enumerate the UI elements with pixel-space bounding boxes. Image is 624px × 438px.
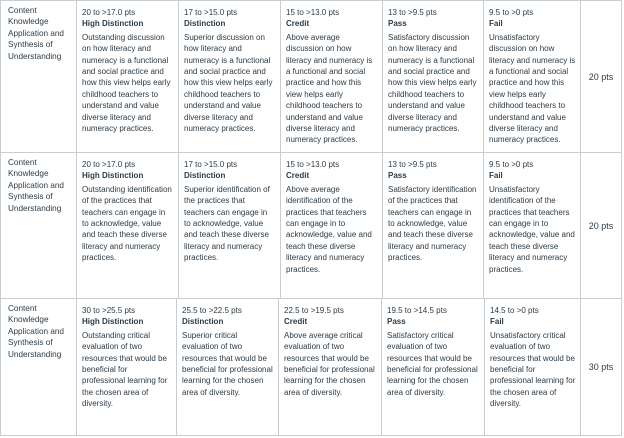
rating-distinction[interactable] — [177, 299, 279, 435]
rating-points-range: 19.5 to >14.5 pts — [387, 306, 447, 315]
rating-fail[interactable] — [484, 1, 581, 152]
rating-credit[interactable] — [279, 299, 382, 435]
rating-title: Fail — [489, 171, 503, 181]
rating-high-distinction[interactable] — [77, 299, 177, 435]
rating-points-range: 13 to >9.5 pts — [388, 8, 437, 17]
rating-points-range: 9.5 to >0 pts — [489, 160, 534, 169]
rating-title: High Distinction — [82, 317, 144, 327]
criterion-description: Content Knowledge Application and Synthesis of Understanding — [1, 153, 77, 298]
rating-credit[interactable] — [281, 1, 383, 152]
rubric-row — [1, 1, 621, 153]
rating-points-range: 15 to >13.0 pts — [286, 160, 340, 169]
rating-fail[interactable] — [484, 153, 581, 298]
rating-title: Pass — [388, 171, 407, 181]
rating-points-range: 20 to >17.0 pts — [82, 160, 136, 169]
rating-distinction[interactable] — [179, 153, 281, 298]
rating-description: Satisfactory critical evaluation of two resources that would be beneficial for professional learning for the chosen area of diversity. — [387, 330, 478, 397]
rating-description: Above average discussion on how literacy and numeracy is a functional and social practice and how this view helps early childhood teachers to understand and value diverse literacy and numeracy practices. — [286, 32, 373, 145]
rating-description: Unsatisfactory critical evaluation of two resources that would be beneficial for professional learning for the chosen area of diversity. — [490, 330, 576, 409]
rating-high-distinction[interactable] — [77, 153, 179, 298]
rating-description: Superior discussion on how literacy and numeracy is a functional and social practice and how this view helps early childhood teachers to understand and value diverse literacy and numeracy practices. — [184, 32, 273, 134]
rating-title: Distinction — [182, 317, 224, 327]
criterion-points: 30 pts — [588, 362, 614, 372]
rating-points-range: 15 to >13.0 pts — [286, 8, 340, 17]
rating-title: Fail — [489, 19, 503, 29]
rating-points-range: 25.5 to >22.5 pts — [182, 306, 242, 315]
rating-description: Satisfactory identification of the practices that teachers can engage in to acknowledge, value and teach these diverse literacy and numeracy practices. — [388, 184, 477, 263]
rating-title: Distinction — [184, 171, 226, 181]
rating-credit[interactable] — [281, 153, 383, 298]
rating-description: Superior identification of the practices that teachers can engage in to acknowledge, value and teach these diverse literacy and numeracy practices. — [184, 184, 270, 263]
rating-title: Credit — [286, 19, 310, 29]
rating-description: Outstanding identification of the practices that teachers can engage in to acknowledge, value and teach these diverse literacy and numeracy practices. — [82, 184, 172, 263]
rating-points-range: 17 to >15.0 pts — [184, 160, 238, 169]
rating-points-range: 13 to >9.5 pts — [388, 160, 437, 169]
rating-title: Distinction — [184, 19, 226, 29]
rubric-row — [1, 153, 621, 299]
rating-pass[interactable] — [383, 153, 484, 298]
rating-title: High Distinction — [82, 171, 144, 181]
rating-points-range: 20 to >17.0 pts — [82, 8, 136, 17]
rating-pass[interactable] — [383, 1, 484, 152]
rating-high-distinction[interactable] — [77, 1, 179, 152]
rating-fail[interactable] — [485, 299, 581, 435]
rating-title: Credit — [286, 171, 310, 181]
rating-description: Superior critical evaluation of two resources that would be beneficial for professional learning for the chosen area of diversity. — [182, 330, 273, 397]
rating-description: Above average critical evaluation of two resources that would be beneficial for professional learning for the chosen area of diversity. — [284, 330, 375, 397]
rating-points-range: 30 to >25.5 pts — [82, 306, 136, 315]
rating-title: Pass — [387, 317, 406, 327]
rating-description: Unsatisfactory discussion on how literacy and numeracy is a functional and social practice and how this view helps early childhood teachers to understand and value diverse literacy and numeracy practices. — [489, 32, 576, 145]
rating-points-range: 17 to >15.0 pts — [184, 8, 238, 17]
rating-title: Pass — [388, 19, 407, 29]
rating-description: Satisfactory discussion on how literacy and numeracy is a functional and social practice and how this view helps early childhood teachers to understand and value diverse literacy and numeracy practices. — [388, 32, 477, 134]
rubric-row — [1, 299, 621, 435]
criterion-points: 20 pts — [588, 220, 614, 231]
rating-points-range: 14.5 to >0 pts — [490, 306, 539, 315]
rating-description: Unsatisfactory identification of the practices that teachers can engage in to acknowledge, value and teach these diverse literacy and numeracy practices. — [489, 184, 575, 274]
criterion-description: Content Knowledge Application and Synthesis of Understanding — [1, 299, 77, 435]
criterion-points: 20 pts — [588, 71, 614, 82]
rating-pass[interactable] — [382, 299, 485, 435]
rating-points-range: 9.5 to >0 pts — [489, 8, 534, 17]
rating-description: Outstanding discussion on how literacy and numeracy is a functional and social practice and how this view helps early childhood teachers to understand and value diverse literacy and numeracy practices. — [82, 32, 171, 134]
rating-title: High Distinction — [82, 19, 144, 29]
rating-title: Fail — [490, 317, 504, 327]
rating-title: Credit — [284, 317, 308, 327]
rating-distinction[interactable] — [179, 1, 281, 152]
rating-description: Above average identification of the practices that teachers can engage in to acknowledge, value and teach these diverse literacy and numeracy practices. — [286, 184, 372, 274]
rating-points-range: 22.5 to >19.5 pts — [284, 306, 344, 315]
criterion-description: Content Knowledge Application and Synthesis of Understanding — [1, 1, 77, 152]
rating-description: Outstanding critical evaluation of two resources that would be beneficial for professional learning for the chosen area of diversity. — [82, 330, 168, 409]
